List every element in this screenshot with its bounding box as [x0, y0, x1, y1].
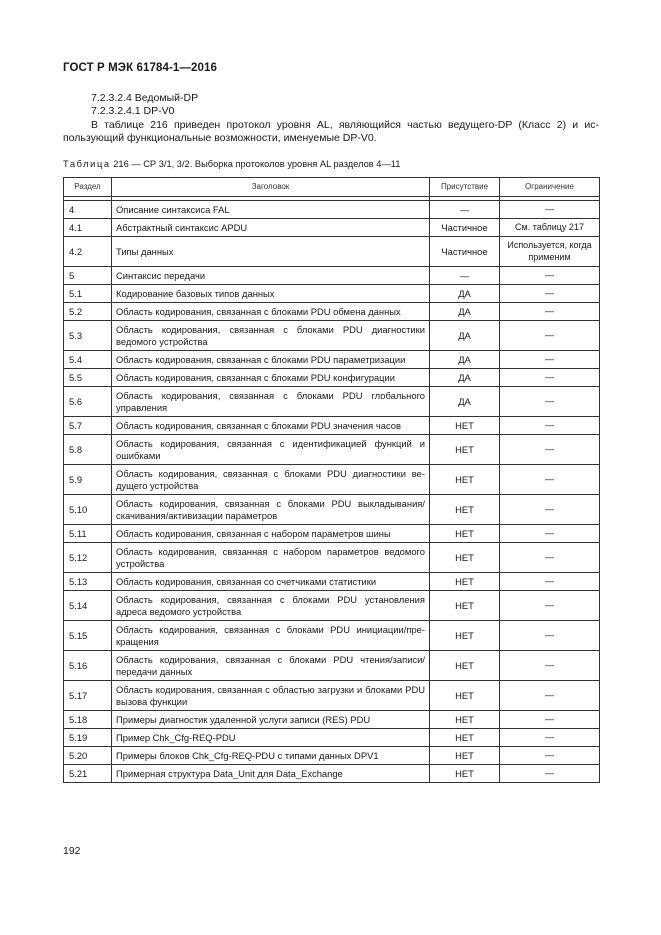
cell-section: 5.4: [64, 351, 112, 369]
cell-section: 5.12: [64, 543, 112, 573]
cell-constraint: —: [500, 201, 600, 219]
cell-title: Кодирование базовых типов данных: [112, 285, 430, 303]
cell-section: 5.16: [64, 651, 112, 681]
table-row: [64, 417, 600, 435]
cell-presence: —: [430, 267, 500, 285]
cell-title: Область кодирования, связанная со счетчиками статистики: [112, 573, 430, 591]
cell-presence: Частичное: [430, 237, 500, 267]
cell-constraint: См. таблицу 217: [500, 219, 600, 237]
table-row: [64, 543, 600, 573]
cell-title: Область кодирования, связанная с блоками PDU диагностики ве-дущего устройства: [112, 465, 430, 495]
cell-constraint: —: [500, 765, 600, 783]
cell-title: Область кодирования, связанная с блоками PDU глобального управления: [112, 387, 430, 417]
cell-section: 5.21: [64, 765, 112, 783]
header-presence: Присутствие: [430, 178, 500, 197]
cell-constraint: —: [500, 285, 600, 303]
cell-section: 5.1: [64, 285, 112, 303]
cell-constraint: —: [500, 621, 600, 651]
cell-title: Область кодирования, связанная с блоками PDU конфигурации: [112, 369, 430, 387]
cell-presence: НЕТ: [430, 417, 500, 435]
table-caption: [63, 159, 400, 169]
cell-constraint: —: [500, 495, 600, 525]
cell-constraint: —: [500, 267, 600, 285]
table-row: [64, 495, 600, 525]
table-row: [64, 351, 600, 369]
cell-section: 5.20: [64, 747, 112, 765]
cell-constraint: —: [500, 543, 600, 573]
table-row: [64, 621, 600, 651]
table-row: [64, 765, 600, 783]
table-caption-text: 216 — СР 3/1, 3/2. Выборка протоколов уровня AL разделов 4—11: [110, 159, 401, 169]
cell-constraint: —: [500, 321, 600, 351]
cell-presence: ДА: [430, 369, 500, 387]
table-row: [64, 387, 600, 417]
cell-title: Абстрактный синтаксис APDU: [112, 219, 430, 237]
document-header: ГОСТ Р МЭК 61784-1—2016: [63, 62, 217, 74]
table-row: [64, 729, 600, 747]
table-caption-label: Таблица: [63, 159, 111, 169]
table-row: [64, 747, 600, 765]
cell-presence: НЕТ: [430, 435, 500, 465]
table-row: [64, 711, 600, 729]
cell-presence: НЕТ: [430, 681, 500, 711]
cell-section: 5.2: [64, 303, 112, 321]
cell-title: Область кодирования, связанная с блоками PDU параметризации: [112, 351, 430, 369]
cell-presence: —: [430, 201, 500, 219]
table-body: [64, 197, 600, 783]
header-title: Заголовок: [112, 178, 430, 197]
cell-title: Примеры диагностик удаленной услуги записи (RES) PDU: [112, 711, 430, 729]
cell-constraint: —: [500, 387, 600, 417]
table-row: [64, 267, 600, 285]
cell-title: Примеры блоков Chk_Cfg-REQ-PDU с типами данных DPV1: [112, 747, 430, 765]
cell-title: Описание синтаксиса FAL: [112, 201, 430, 219]
cell-presence: ДА: [430, 303, 500, 321]
cell-presence: НЕТ: [430, 465, 500, 495]
table-row: [64, 303, 600, 321]
cell-section: 4.2: [64, 237, 112, 267]
cell-constraint: —: [500, 435, 600, 465]
cell-presence: Частичное: [430, 219, 500, 237]
cell-title: Область кодирования, связанная с блоками PDU выкладывания/скачивания/активизации параметров: [112, 495, 430, 525]
cell-title: Синтаксис передачи: [112, 267, 430, 285]
cell-constraint: —: [500, 369, 600, 387]
cell-title: Пример Chk_Cfg-REQ-PDU: [112, 729, 430, 747]
cell-presence: НЕТ: [430, 651, 500, 681]
cell-constraint: —: [500, 747, 600, 765]
table-row: [64, 525, 600, 543]
table-row: [64, 651, 600, 681]
cell-constraint: —: [500, 351, 600, 369]
cell-presence: ДА: [430, 387, 500, 417]
subsubsection-heading: 7.2.3.2.4.1 DP-V0: [91, 105, 175, 117]
cell-section: 5.15: [64, 621, 112, 651]
cell-section: 5.11: [64, 525, 112, 543]
cell-title: Область кодирования, связанная с блоками PDU инициации/пре-кращения: [112, 621, 430, 651]
table-row: [64, 573, 600, 591]
cell-constraint: —: [500, 681, 600, 711]
cell-constraint: —: [500, 417, 600, 435]
cell-title: Область кодирования, связанная с блоками PDU значения часов: [112, 417, 430, 435]
cell-section: 4.1: [64, 219, 112, 237]
page-number: 192: [63, 845, 81, 857]
cell-constraint: —: [500, 525, 600, 543]
cell-section: 5.8: [64, 435, 112, 465]
table-row: [64, 237, 600, 267]
cell-title: Область кодирования, связанная с набором параметров шины: [112, 525, 430, 543]
cell-presence: НЕТ: [430, 765, 500, 783]
cell-title: Область кодирования, связанная с блоками PDU обмена данных: [112, 303, 430, 321]
table-row: [64, 591, 600, 621]
cell-constraint: —: [500, 651, 600, 681]
header-section: Раздел: [64, 178, 112, 197]
table-row: [64, 321, 600, 351]
cell-title: Типы данных: [112, 237, 430, 267]
subsection-heading: 7.2.3.2.4 Ведомый-DP: [91, 92, 199, 104]
cell-title: Область кодирования, связанная с блоками PDU чтения/записи/передачи данных: [112, 651, 430, 681]
table-row: [64, 369, 600, 387]
cell-section: 5.18: [64, 711, 112, 729]
table-row: [64, 465, 600, 495]
cell-presence: НЕТ: [430, 573, 500, 591]
cell-presence: ДА: [430, 285, 500, 303]
cell-section: 5: [64, 267, 112, 285]
cell-constraint: Используется, когда применим: [500, 237, 600, 267]
cell-section: 4: [64, 201, 112, 219]
header-constraint: Ограничение: [500, 178, 600, 197]
table-row: [64, 219, 600, 237]
cell-presence: НЕТ: [430, 711, 500, 729]
cell-title: Область кодирования, связанная с областью загрузки и блоками PDU вызова функции: [112, 681, 430, 711]
cell-section: 5.9: [64, 465, 112, 495]
cell-section: 5.14: [64, 591, 112, 621]
cell-section: 5.19: [64, 729, 112, 747]
cell-presence: НЕТ: [430, 525, 500, 543]
cell-section: 5.7: [64, 417, 112, 435]
cell-section: 5.17: [64, 681, 112, 711]
cell-constraint: —: [500, 591, 600, 621]
cell-constraint: —: [500, 303, 600, 321]
protocol-table: [63, 177, 600, 783]
table-row: [64, 285, 600, 303]
cell-presence: НЕТ: [430, 543, 500, 573]
cell-presence: НЕТ: [430, 729, 500, 747]
cell-constraint: —: [500, 573, 600, 591]
cell-title: Область кодирования, связанная с блоками PDU установления адреса ведомого устройства: [112, 591, 430, 621]
cell-constraint: —: [500, 729, 600, 747]
table-header-row: [64, 178, 600, 197]
table-row: [64, 435, 600, 465]
cell-presence: ДА: [430, 351, 500, 369]
cell-title: Область кодирования, связанная с идентификацией функций и ошибками: [112, 435, 430, 465]
cell-title: Область кодирования, связанная с набором параметров ведомого устройства: [112, 543, 430, 573]
cell-section: 5.10: [64, 495, 112, 525]
cell-section: 5.3: [64, 321, 112, 351]
cell-constraint: —: [500, 465, 600, 495]
cell-section: 5.13: [64, 573, 112, 591]
cell-title: Область кодирования, связанная с блоками PDU диагностики ведомого устройства: [112, 321, 430, 351]
cell-presence: НЕТ: [430, 591, 500, 621]
cell-presence: НЕТ: [430, 747, 500, 765]
cell-presence: ДА: [430, 321, 500, 351]
cell-constraint: —: [500, 711, 600, 729]
table-row: [64, 201, 600, 219]
cell-section: 5.6: [64, 387, 112, 417]
cell-presence: НЕТ: [430, 621, 500, 651]
cell-presence: НЕТ: [430, 495, 500, 525]
cell-section: 5.5: [64, 369, 112, 387]
intro-paragraph: В таблице 216 приведен протокол уровня AL, являющийся частью ведущего-DP (Класс 2) и ис-пользующий функциональные возможности, именуемые DP-V0.: [63, 119, 599, 144]
cell-title: Примерная структура Data_Unit для Data_Exchange: [112, 765, 430, 783]
table-row: [64, 681, 600, 711]
